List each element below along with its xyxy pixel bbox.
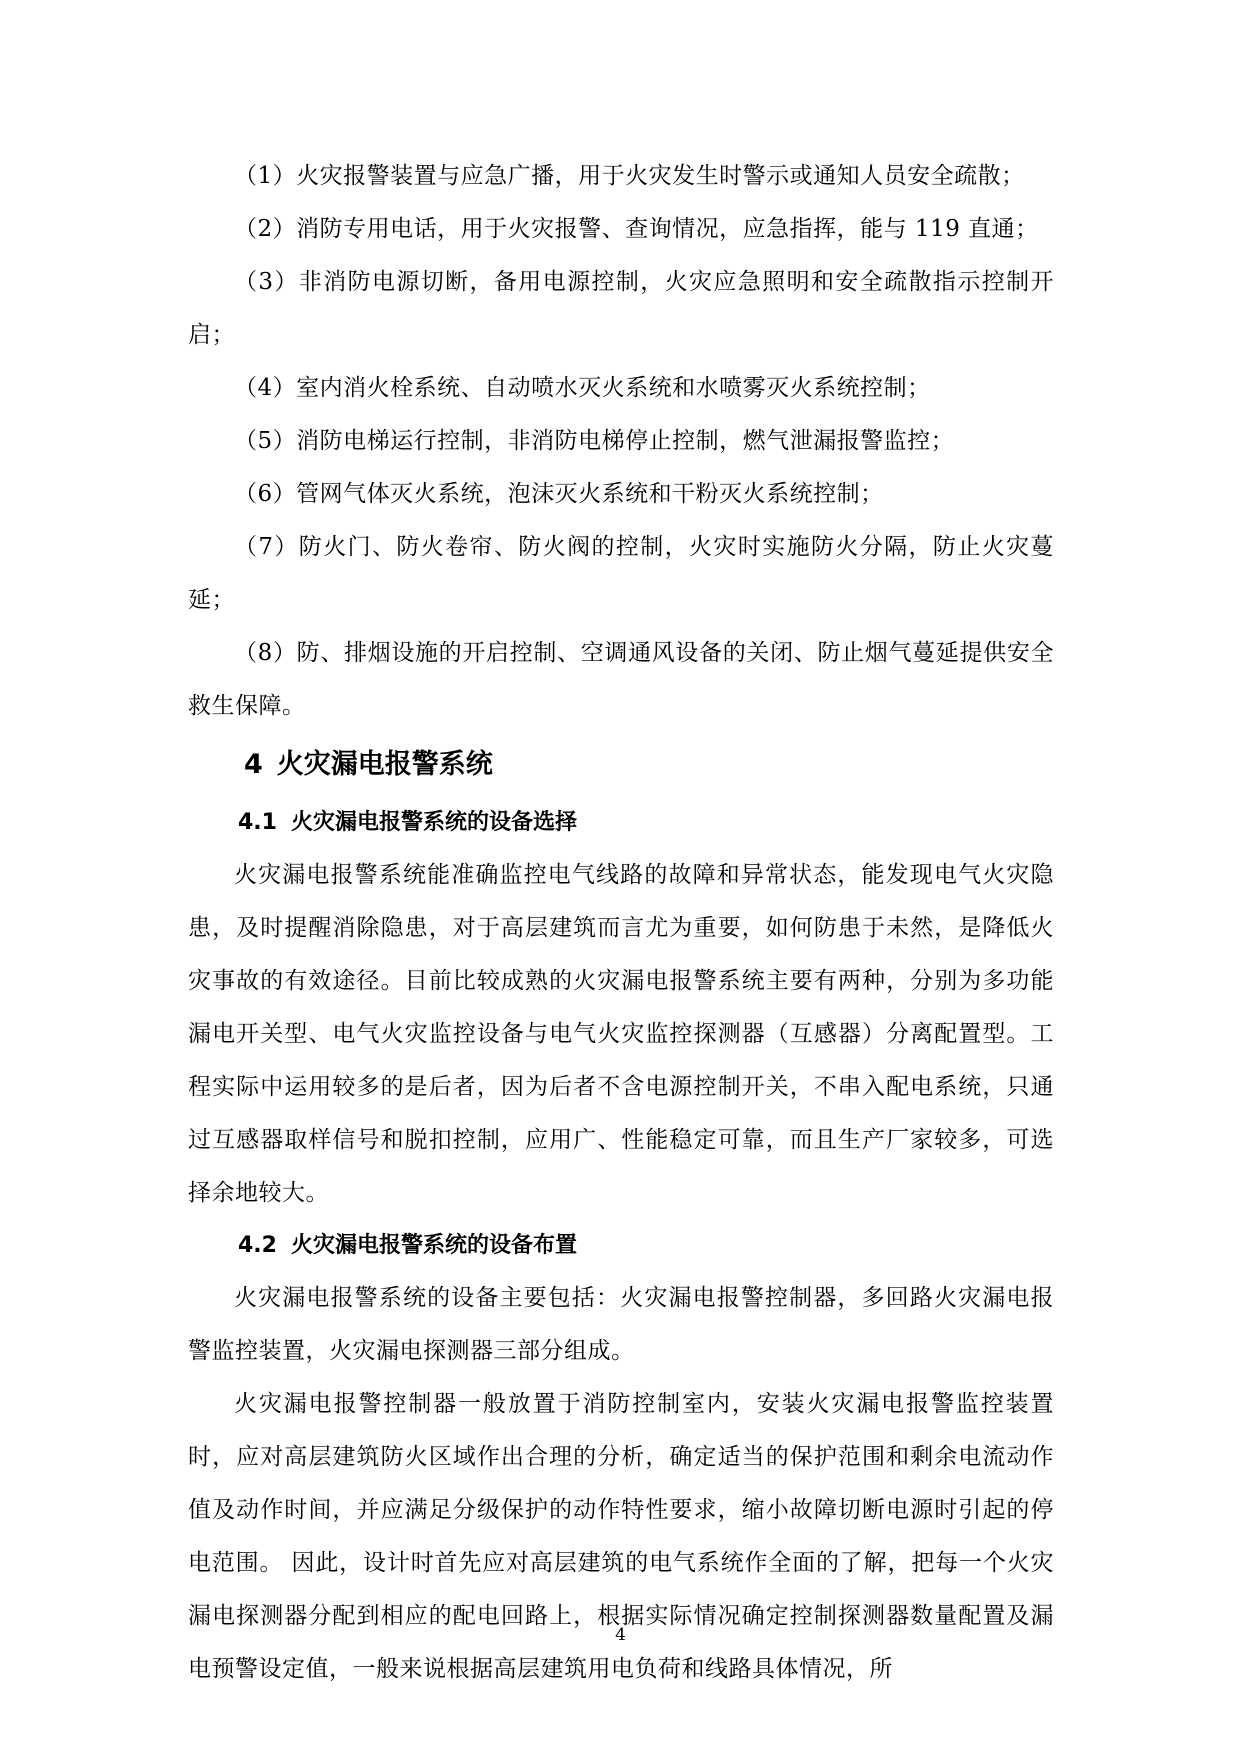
section-4-1-heading bbox=[188, 797, 1054, 849]
section-4-2-number: 4.2 bbox=[238, 1233, 277, 1258]
section-4-2-paragraph-2: 火灾漏电报警控制器一般放置于消防控制室内，安装火灾漏电报警监控装置时，应对高层建筑防火区域作出合理的分析，确定适当的保护范围和剩余电流动作值及动作时间，并应满足分级保护的动作特性要求，缩小故障切断电源时引起的停电范围。 因此，设计时首先应对高层建筑的电气系统作全面的了解，把每一个火灾漏电探测器分配到相应的配电回路上，根据实际情况确定控制探测器数量配置及漏电预警设定值，一般来说根据高层建筑用电负荷和线路具体情况，所 bbox=[188, 1391, 1054, 1682]
section-4-title: 火灾漏电报警系统 bbox=[276, 749, 493, 780]
section-4-heading bbox=[188, 733, 1054, 797]
section-4-1-number: 4.1 bbox=[238, 810, 277, 835]
section-4-1-title: 火灾漏电报警系统的设备选择 bbox=[290, 810, 577, 835]
list-item-7: （7）防火门、防火卷帘、防火阀的控制，火灾时实施防火分隔，防止火灾蔓延； bbox=[188, 534, 1054, 613]
list-item-1: （1）火灾报警装置与应急广播，用于火灾发生时警示或通知人员安全疏散； bbox=[234, 163, 1025, 189]
list-item-3: （3）非消防电源切断，备用电源控制，火灾应急照明和安全疏散指示控制开启； bbox=[188, 269, 1054, 348]
list-item-4: （4）室内消火栓系统、自动喷水灭火系统和水喷雾灭火系统控制； bbox=[234, 375, 931, 401]
section-4-2-title: 火灾漏电报警系统的设备布置 bbox=[290, 1233, 577, 1258]
section-4-number: 4 bbox=[244, 749, 263, 780]
list-item-6: （6）管网气体灭火系统，泡沫灭火系统和干粉灭火系统控制； bbox=[234, 481, 884, 507]
list-item-8: （8）防、排烟设施的开启控制、空调通风设备的关闭、防止烟气蔓延提供安全救生保障。 bbox=[188, 640, 1054, 719]
list-item-2: （2）消防专用电话，用于火灾报警、查询情况，应急指挥，能与 119 直通； bbox=[234, 216, 1039, 242]
list-item-5: （5）消防电梯运行控制，非消防电梯停止控制，燃气泄漏报警监控； bbox=[234, 428, 955, 454]
section-4-2-heading bbox=[188, 1220, 1054, 1272]
page-content bbox=[188, 150, 1054, 1696]
section-4-1-paragraph-1: 火灾漏电报警系统能准确监控电气线路的故障和异常状态，能发现电气火灾隐患，及时提醒消除隐患，对于高层建筑而言尤为重要，如何防患于未然，是降低火灾事故的有效途径。目前比较成熟的火灾漏电报警系统主要有两种，分别为多功能漏电开关型、电气火灾监控设备与电气火灾监控探测器（互感器）分离配置型。工程实际中运用较多的是后者，因为后者不含电源控制开关，不串入配电系统，只通过互感器取样信号和脱扣控制，应用广、性能稳定可靠，而且生产厂家较多，可选择余地较大。 bbox=[188, 862, 1054, 1206]
section-4-2-paragraph-1: 火灾漏电报警系统的设备主要包括：火灾漏电报警控制器，多回路火灾漏电报警监控装置，火灾漏电探测器三部分组成。 bbox=[188, 1285, 1054, 1364]
page-number: 4 bbox=[615, 1625, 626, 1645]
